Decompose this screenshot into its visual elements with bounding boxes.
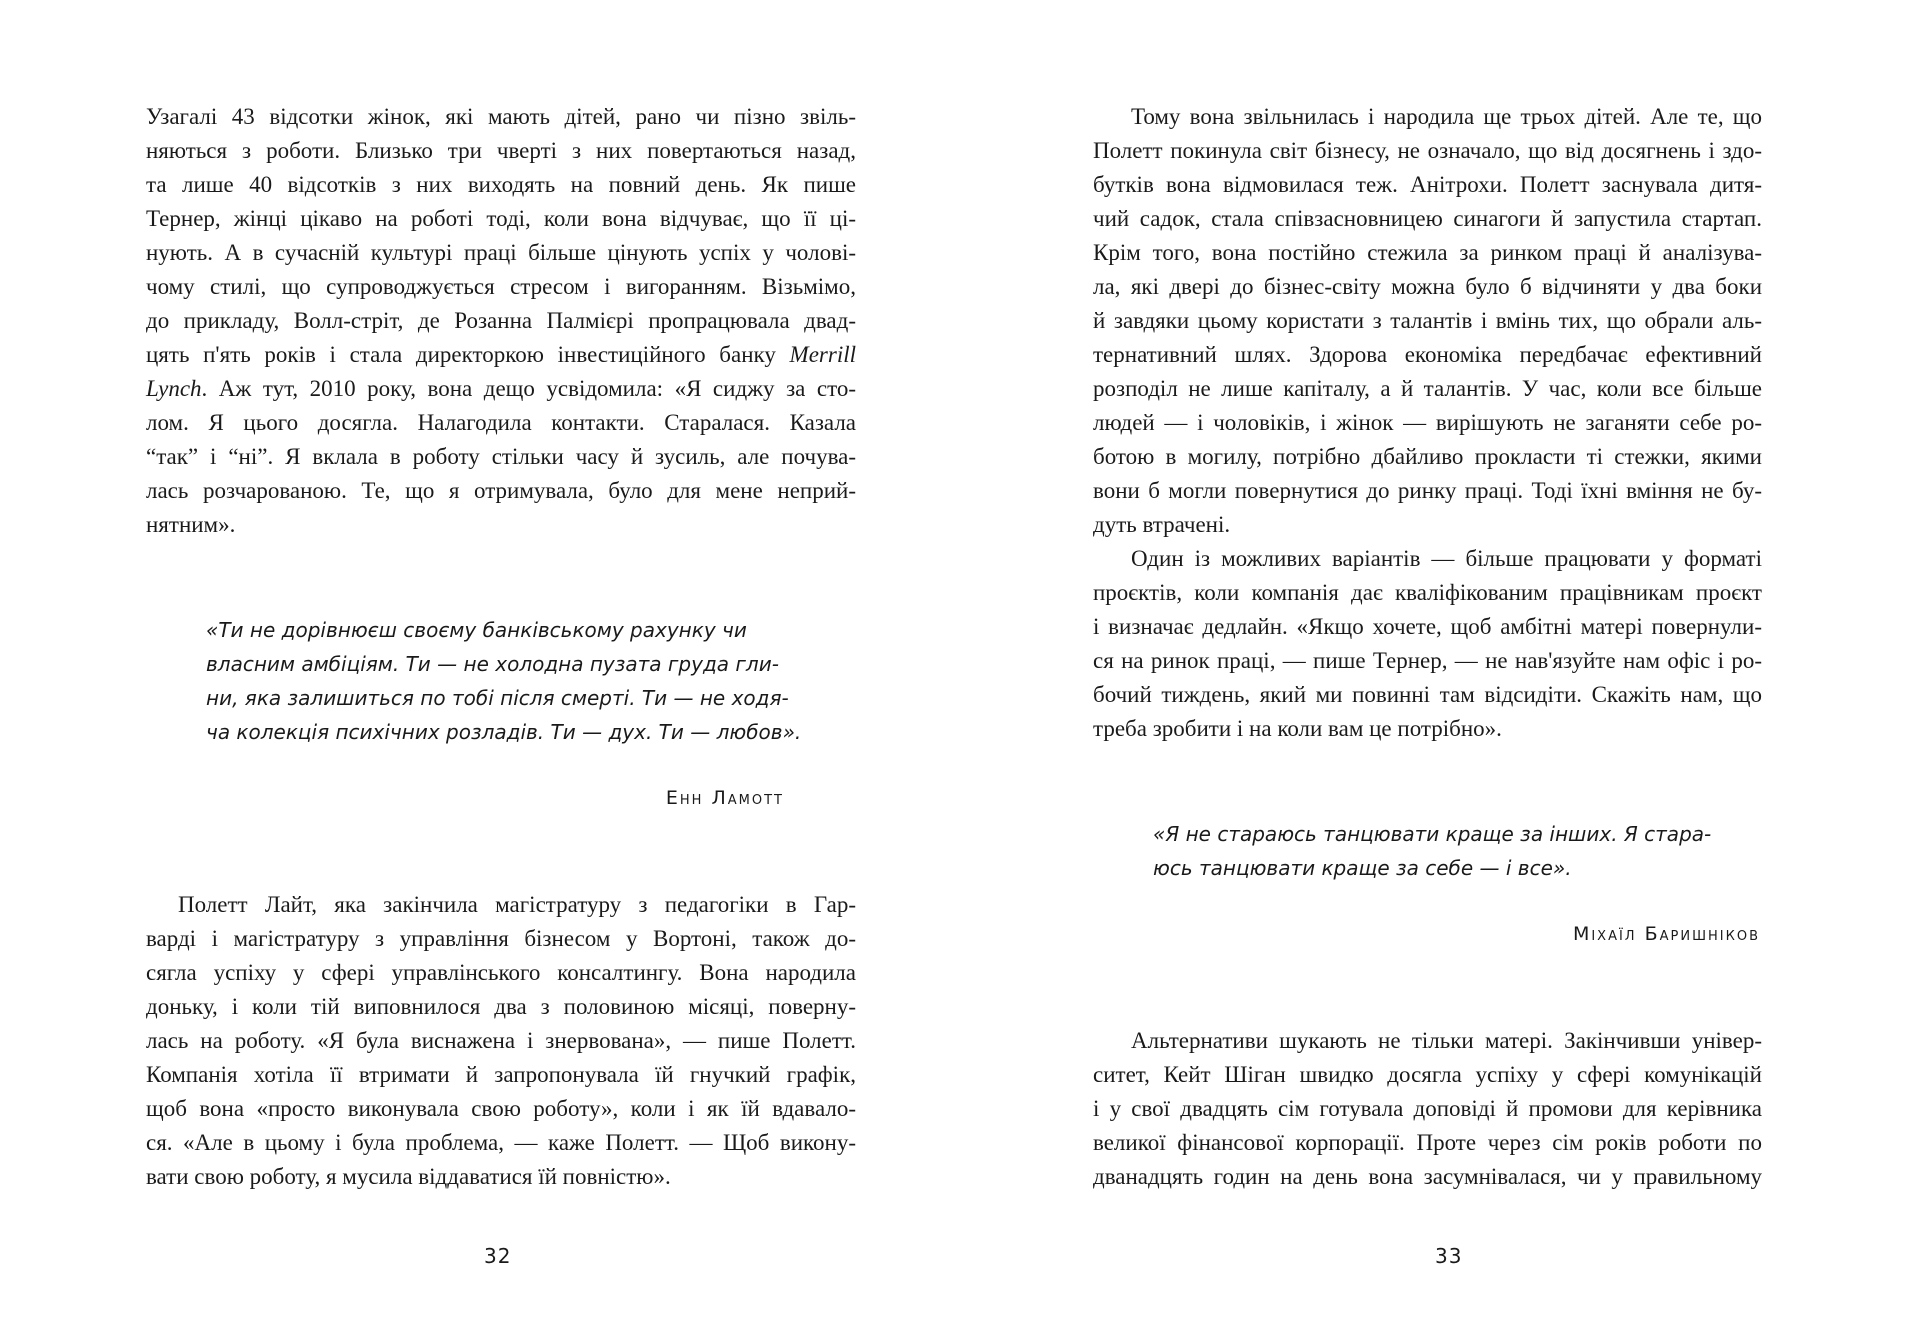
text-line: і у свої двадцять сім готувала доповіді й промови для керівника bbox=[1093, 1096, 1762, 1121]
text-line: лась на роботу. «Я була виснажена і знервована», — пише Полетт. bbox=[146, 1028, 856, 1053]
text-line: розподіл не лише капіталу, а й талантів. У час, коли все більше bbox=[1093, 376, 1762, 401]
text-line: і визначає дедлайн. «Якщо хочете, щоб амбітні матері повернули- bbox=[1093, 614, 1762, 639]
page-number: 32 bbox=[484, 1244, 512, 1268]
text-line: лась розчарованою. Те, що я отримувала, було для мене неприй- bbox=[146, 478, 856, 503]
text-line: лом. Я цього досягла. Налагодила контакти. Старалася. Казала bbox=[146, 410, 856, 435]
text-line: Один із можливих варіантів — більше працювати у форматі bbox=[1131, 546, 1762, 571]
text-line: бочий тиждень, який ми повинні там відсидіти. Скажіть нам, що bbox=[1093, 682, 1762, 707]
text-line: ла, які двері до бізнес-світу можна було б відчиняти у два боки bbox=[1093, 274, 1762, 299]
text-line: ботою в могилу, потрібно дбайливо прокласти ті стежки, якими bbox=[1093, 444, 1762, 469]
quote-line: власним амбіціям. Ти — не холодна пузата груда гли- bbox=[206, 652, 779, 676]
text-line: варді і магістратуру з управління бізнесом у Вортоні, також до- bbox=[146, 926, 856, 951]
text-line: людей — і чоловіків, і жінок — вирішують не заганяти себе ро- bbox=[1093, 410, 1762, 435]
text-line: й завдяки цьому користати з талантів і вмінь тих, що обрали аль- bbox=[1093, 308, 1762, 333]
text-line: треба зробити і на коли вам це потрібно». bbox=[1093, 716, 1502, 741]
text-line: Полетт покинула світ бізнесу, не означало, що від досягнень і здо- bbox=[1093, 138, 1762, 163]
text-line: тернативний шлях. Здорова економіка передбачає ефективний bbox=[1093, 342, 1762, 367]
text-line: ситет, Кейт Шіган швидко досягла успіху у сфері комунікацій bbox=[1093, 1062, 1762, 1087]
text-line: чому стилі, що супроводжується стресом і вигоранням. Візьмімо, bbox=[146, 274, 856, 299]
text-line: бутків вона відмовилася теж. Анітрохи. Полетт заснувала дитя- bbox=[1093, 172, 1762, 197]
text-line: та лише 40 відсотків з них виходять на повний день. Як пише bbox=[146, 172, 856, 197]
text-line: великої фінансової корпорації. Проте через сім років роботи по bbox=[1093, 1130, 1762, 1155]
quote-author: Енн Ламотт bbox=[665, 787, 784, 809]
text-line: вони б могли повернутися до ринку праці. Тоді їхні вміння не бу- bbox=[1093, 478, 1762, 503]
text-line: дуть втрачені. bbox=[1093, 512, 1231, 537]
text-line: няються з роботи. Близько три чверті з них повертаються назад, bbox=[146, 138, 856, 163]
quote-author: Міхаїл Баришніков bbox=[1572, 923, 1760, 945]
text-line: до прикладу, Волл-стріт, де Розанна Палмієрі пропрацювала двад- bbox=[146, 308, 856, 333]
text-line: Альтернативи шукають не тільки матері. Закінчивши універ- bbox=[1131, 1028, 1762, 1053]
text-line: Тому вона звільнилась і народила ще трьох дітей. Але те, що bbox=[1131, 104, 1762, 129]
text-line: Крім того, вона постійно стежила за ринком праці й аналізува- bbox=[1093, 240, 1762, 265]
text-line: ся на ринок праці, — пише Тернер, — не нав'язуйте нам офіс і ро- bbox=[1093, 648, 1762, 673]
text-line: Узагалі 43 відсотки жінок, які мають дітей, рано чи пізно звіль- bbox=[146, 104, 856, 129]
text-line: сягла успіху у сфері управлінського консалтингу. Вона народила bbox=[146, 960, 856, 985]
text-line: дванадцять годин на день вона засумнівалася, чи у правильному bbox=[1093, 1164, 1762, 1189]
text-line: Полетт Лайт, яка закінчила магістратуру з педагогіки в Гар- bbox=[178, 892, 856, 917]
text-line: Lynch. Аж тут, 2010 року, вона дещо усвідомила: «Я сиджу за сто- bbox=[146, 376, 856, 401]
text-line: доньку, і коли тій виповнилося два з половиною місяці, поверну- bbox=[146, 994, 856, 1019]
text-line: нують. А в сучасній культурі праці більше цінують успіх у чолові- bbox=[146, 240, 856, 265]
text-line: Тернер, жінці цікаво на роботі тоді, коли вона відчуває, що її ці- bbox=[146, 206, 856, 231]
text-line: чий садок, стала співзасновницею синагоги й запустила стартап. bbox=[1093, 206, 1762, 231]
quote-line: юсь танцювати краще за себе — і все». bbox=[1153, 856, 1572, 880]
quote-line: «Ти не дорівнюєш своєму банківському рахунку чи bbox=[206, 618, 747, 642]
text-line: ся. «Але в цьому і була проблема, — каже Полетт. — Щоб викону- bbox=[146, 1130, 856, 1155]
quote-line: ча колекція психічних розладів. Ти — дух. Ти — любов». bbox=[206, 720, 802, 744]
text-line: цять п'ять років і стала директоркою інвестиційного банку Merrill bbox=[146, 342, 856, 367]
quote-line: «Я не стараюсь танцювати краще за інших. Я стара- bbox=[1153, 822, 1712, 846]
text-line: вати свою роботу, я мусила віддаватися їй повністю». bbox=[146, 1164, 671, 1189]
text-line: щоб вона «просто виконувала свою роботу», коли і як їй вдавало- bbox=[146, 1096, 856, 1121]
page-number: 33 bbox=[1435, 1244, 1463, 1268]
text-line: проєктів, коли компанія дає кваліфікованим працівникам проєкт bbox=[1093, 580, 1762, 605]
text-line: “так” і “ні”. Я вклала в роботу стільки часу й зусиль, але почува- bbox=[146, 444, 856, 469]
text-line: Компанія хотіла її втримати й запропонувала їй гнучкий графік, bbox=[146, 1062, 856, 1087]
right-page bbox=[960, 0, 1920, 1325]
quote-line: ни, яка залишиться по тобі після смерті. Ти — не ходя- bbox=[206, 686, 789, 710]
text-line: нятним». bbox=[146, 512, 236, 537]
